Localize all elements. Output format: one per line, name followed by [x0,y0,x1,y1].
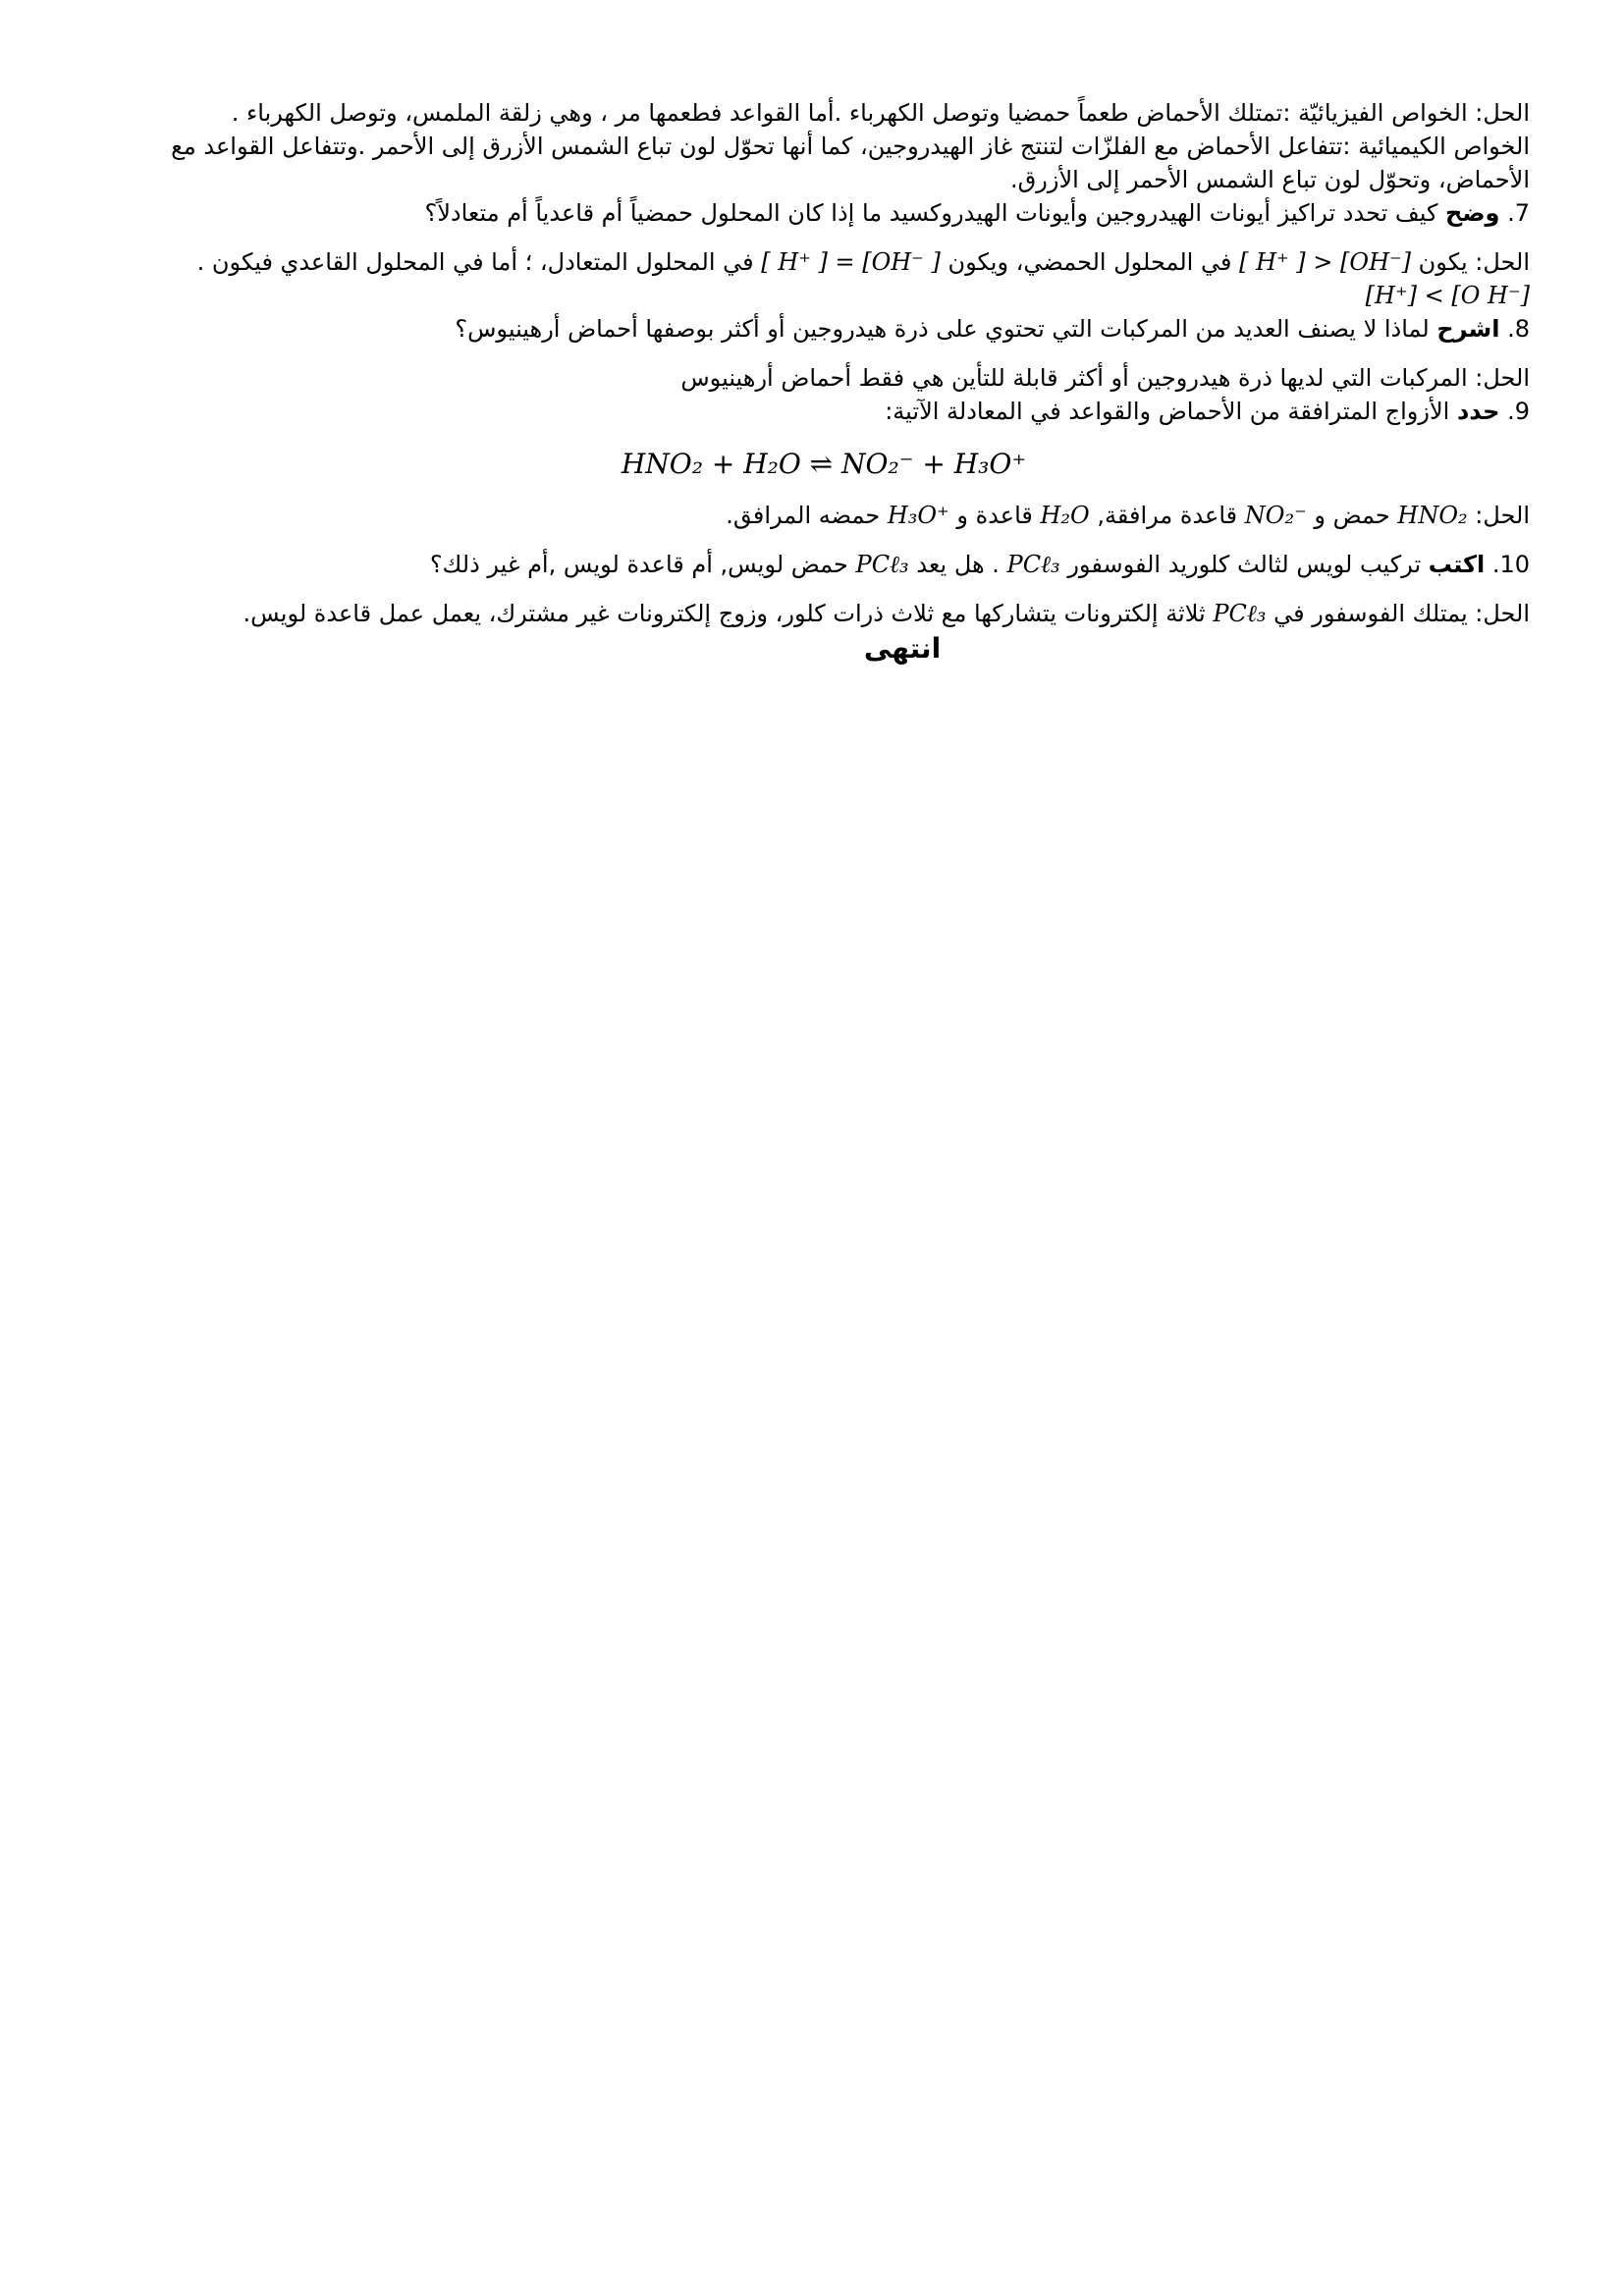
question-10-text: . هل يعد [916,551,1000,578]
question-8 [118,312,1530,346]
answer-prefix: الحل: يكون [1418,248,1530,276]
document-body [118,96,1530,666]
acidic-inequality: [ H⁺ ] > [OH⁻] [1239,248,1412,276]
neutral-equality: [ H⁺ ] = [OH⁻ ] [761,248,941,276]
chemical-equation: HNO₂ + H₂O ⇌ NO₂⁻ + H₃O⁺ [621,448,1027,480]
question-10-text: حمض لويس, أم قاعدة لويس ,أم غير ذلك؟ [429,551,848,578]
answer-text: ثلاثة إلكترونات يتشاركها مع ثلاث ذرات كلور، وزوج إلكترونات غير مشترك، يعمل عمل قاعدة لويس. [243,600,1206,627]
question-10 [118,548,1530,581]
question-7-text: كيف تحدد تراكيز أيونات الهيدروجين وأيونات الهيدروكسيد ما إذا كان المحلول حمضياً أم قاعدياً أم متعادلاً؟ [424,199,1438,227]
pcl3-formula: PCℓ₃ [1006,551,1060,578]
answer-text: حمض و [1314,502,1390,529]
question-9-verb: حدد [1456,398,1500,425]
basic-inequality: [H⁺] < [O H⁻] [1365,282,1530,309]
answer-text: قاعدة و [956,502,1033,529]
base-formula: H₂O [1040,502,1090,529]
q6-answer-chemical: الخواص الكيميائية :تتفاعل الأحماض مع الفلزّات لتنتج غاز الهيدروجين، كما أنها تحوّل لون تباع الشمس الأزرق إلى الأحمر .وتتفاعل القواعد مع الأحماض، وتحوّل لون تباع الشمس الأحمر إلى الأزرق. [171,133,1530,193]
question-9-number: 9. [1507,398,1530,425]
question-7 [118,196,1530,230]
answer-text: قاعدة مرافقة, [1097,502,1238,529]
acid-formula: HNO₂ [1397,502,1468,529]
question-10-number: 10. [1491,551,1530,578]
question-10-text: تركيب لويس لثالث كلوريد الفوسفور [1067,551,1422,578]
pcl3-formula: PCℓ₃ [855,551,909,578]
question-9-text: الأزواج المترافقة من الأحماض والقواعد في المعادلة الآتية: [885,398,1450,425]
question-8-text: لماذا لا يصنف العديد من المركبات التي تحتوي على ذرة هيدروجين أو أكثر بوصفها أحماض أرهينيوس؟ [455,315,1430,343]
answer-text: في المحلول الحمضي، ويكون [947,248,1232,276]
answer-prefix: الحل: [1475,502,1530,529]
question-9-answer [118,499,1530,532]
pcl3-formula: PCℓ₃ [1213,600,1267,627]
question-9 [118,395,1530,428]
answer-prefix: الحل: يمتلك الفوسفور في [1273,600,1530,627]
question-8-number: 8. [1507,315,1530,343]
answer-text: حمضه المرافق. [726,502,881,529]
end-marker: انتهى [863,632,942,665]
question-8-verb: اشرح [1436,315,1500,343]
answer-text: في المحلول المتعادل، ؛ أما في المحلول القاعدي فيكون . [196,248,754,276]
question-7-verb: وضح [1445,199,1500,227]
conjugate-base-formula: NO₂⁻ [1244,502,1307,529]
q6-answer-physical: الحل: الخواص الفيزيائيّة :تمتلك الأحماض طعماً حمضيا وتوصل الكهرباء .أما القواعد فطعمها مر ، وهي زلقة الملمس، وتوصل الكهرباء . [231,99,1530,127]
question-10-answer [118,597,1530,630]
conjugate-acid-formula: H₃O⁺ [887,502,949,529]
question-7-number: 7. [1507,199,1530,227]
question-7-answer [118,245,1530,312]
question-8-answer: الحل: المركبات التي لديها ذرة هيدروجين أو أكثر قابلة للتأين هي فقط أحماض أرهينيوس [680,364,1530,392]
question-10-verb: اكتب [1428,551,1486,578]
